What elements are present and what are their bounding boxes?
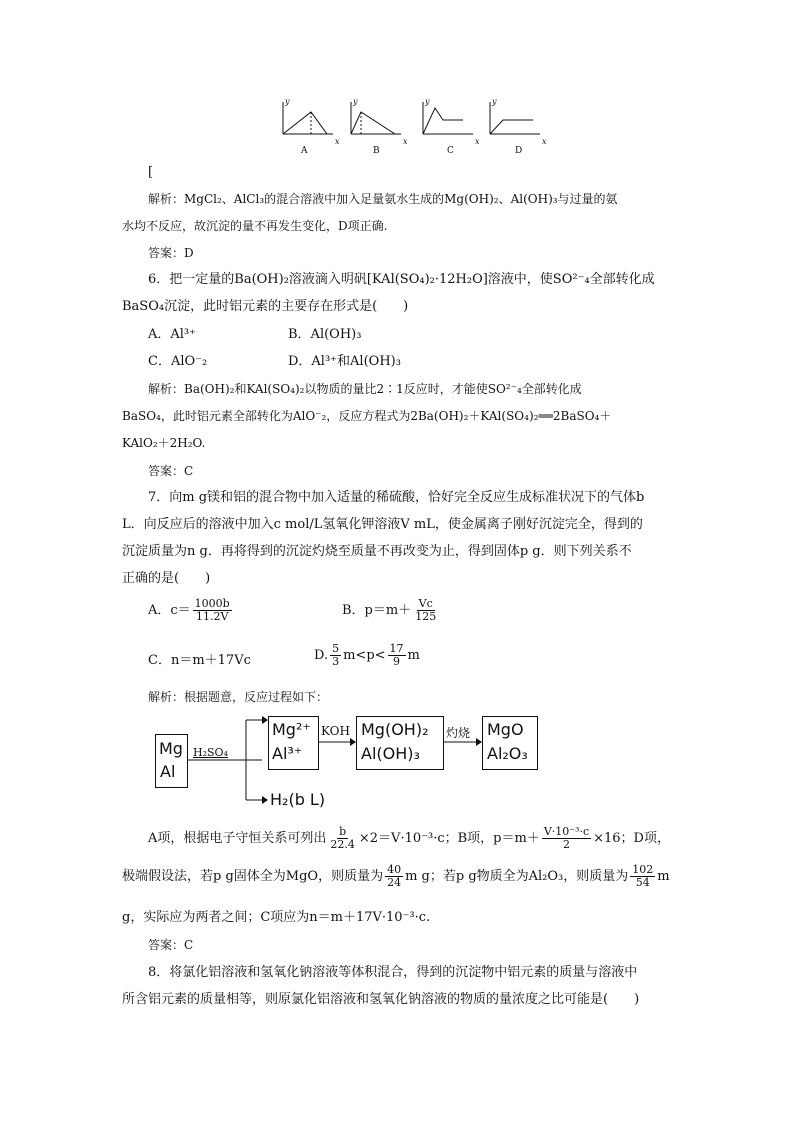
graph-d-y-label: y (492, 97, 497, 106)
bracket-mark: [ (148, 165, 154, 180)
flow-box-reactants (155, 734, 188, 788)
q5-analysis-line1: 解析：MgCl₂、AlCl₃的混合溶液中加入足量氨水生成的Mg(OH)₂、Al(OH)₃与过量的氨 (148, 192, 618, 206)
q7-option-d-den2: 9 (393, 655, 401, 668)
q7-option-d-fraction1 (330, 643, 341, 668)
q7-analysis-line-c: g，实际应为两者之间；C项应为n＝m＋17V·10⁻³·c. (122, 910, 431, 925)
graph-a-y-label: y (285, 97, 290, 106)
q7-option-d-den1: 3 (332, 655, 340, 668)
q8-stem-line2: 所含铝元素的质量相等，则原氯化铝溶液和氢氧化钠溶液的物质的量浓度之比可能是( ) (122, 992, 640, 1007)
q6-option-d: D．Al³⁺和Al(OH)₃ (288, 354, 401, 369)
q6-analysis-line2: BaSO₄，此时铝元素全部转化为AlO⁻₂，反应方程式为2Ba(OH)₂＋KAl(SO₄)₂══2BaSO₄＋ (122, 409, 612, 423)
flow-box3-line2: Al(OH)₃ (361, 744, 420, 763)
q6-option-a: A．Al³⁺ (148, 327, 197, 342)
q7-option-b-denominator: 125 (415, 610, 437, 623)
q6-stem-line1: 6．把一定量的Ba(OH)₂溶液滴入明矾[KAl(SO₄)₂·12H₂O]溶液中，使SO²⁻₄全部转化成 (148, 272, 655, 287)
q7-option-a-prefix: A．c＝ (148, 603, 191, 618)
flow-box1-line2: Al (160, 762, 176, 781)
q6-option-b: B．Al(OH)₃ (288, 327, 362, 342)
q7-stem-line2: L．向反应后的溶液中加入c mol/L氢氧化钾溶液V mL，使金属离子刚好沉淀完全，得到的 (122, 517, 643, 532)
q7-analysis-a-frac1-den: 22.4 (330, 838, 355, 851)
q7-option-b (342, 598, 440, 623)
q7-analysis-d-frac1-num: 40 (387, 863, 402, 876)
q6-option-c: C．AlO⁻₂ (148, 354, 208, 369)
q7-option-b-fraction (413, 598, 438, 623)
q7-option-b-numerator: Vc (418, 597, 433, 610)
graph-b-x-label: x (403, 137, 408, 146)
q8-stem-line1: 8．将氯化铝溶液和氢氧化钠溶液等体积混合，得到的沉淀物中铝元素的质量与溶液中 (148, 965, 638, 980)
flow-arrow1-label: H₂SO₄ (193, 746, 228, 759)
q7-analysis-d-frac1-den: 24 (387, 876, 402, 889)
q7-analysis-b-frac (542, 826, 591, 851)
q7-option-b-prefix: B．p＝m＋ (342, 603, 412, 618)
q7-option-d-fraction2 (388, 643, 406, 668)
q7-option-a (148, 598, 234, 623)
q7-analysis-a-frac1-num: b (339, 825, 347, 838)
flow-gas-product: H₂(b L) (270, 790, 326, 809)
q6-stem-line2: BaSO₄沉淀，此时铝元素的主要存在形式是( ) (122, 299, 409, 314)
q7-analysis-d-end: m (657, 869, 670, 884)
flow-box-ions (268, 716, 319, 770)
q7-answer: 答案：C (148, 938, 194, 952)
graph-a-label: A (301, 146, 308, 156)
q7-option-d (314, 643, 420, 668)
q7-option-d-mid: m<p< (343, 648, 386, 663)
q7-option-a-denominator: 11.2V (195, 610, 229, 623)
q7-analysis-d-frac2-num: 102 (632, 863, 654, 876)
q7-analysis-b-text: ×2＝V·10⁻³·c；B项，p＝m＋ (358, 831, 540, 846)
q6-answer: 答案：C (148, 464, 194, 478)
q7-analysis-a-text: A项，根据电子守恒关系可列出 (148, 831, 327, 846)
q7-option-a-numerator: 1000b (194, 597, 230, 610)
q7-option-d-num1: 5 (332, 642, 340, 655)
flow-arrow2-label: KOH (321, 724, 350, 738)
q7-analysis-line-a (148, 826, 670, 851)
q7-analysis-line-d (122, 864, 670, 889)
q7-analysis-d-text: ×16；D项， (593, 831, 670, 846)
flow-box3-line1: Mg(OH)₂ (361, 720, 429, 739)
flow-box1-line1: Mg (159, 739, 183, 758)
q7-analysis-d-mgo: 极端假设法，若p g固体全为MgO，则质量为 (122, 869, 384, 884)
q6-analysis-line1: 解析：Ba(OH)₂和KAl(SO₄)₂以物质的量比2∶1反应时，才能使SO²⁻₄全部转化成 (148, 382, 582, 396)
q7-option-d-prefix: D. (314, 648, 329, 663)
q7-option-d-end: m (407, 648, 420, 663)
q7-analysis-d-frac1 (385, 864, 403, 889)
graph-a-x-label: x (335, 137, 340, 146)
graph-c-y-label: y (425, 97, 430, 106)
q7-stem-line3: 沉淀质量为n g．再将得到的沉淀灼烧至质量不再改变为止，得到固体p g．则下列关系不 (122, 544, 632, 559)
q7-option-a-fraction (193, 598, 232, 623)
graph-options-figure (275, 94, 555, 156)
q7-analysis-b-frac-num: V·10⁻³·c (543, 825, 590, 838)
flow-box4-line1: MgO (487, 720, 524, 739)
q7-analysis-intro: 解析：根据题意，反应过程如下： (148, 690, 329, 704)
graph-c-x-label: x (475, 137, 480, 146)
q7-option-c: C．n＝m＋17Vc (148, 653, 251, 668)
flow-box2-line1: Mg²⁺ (272, 720, 311, 739)
q7-analysis-d-al2o3: m g；若p g物质全为Al₂O₃，则质量为 (405, 869, 629, 884)
q7-analysis-d-frac2-den: 54 (635, 876, 650, 889)
flow-box2-line2: Al³⁺ (272, 744, 303, 763)
q5-answer: 答案：D (148, 246, 194, 260)
flow-arrow3-label: 灼烧 (446, 726, 471, 740)
q7-analysis-a-frac1 (328, 826, 357, 851)
q6-analysis-line3: KAlO₂＋2H₂O. (122, 436, 206, 450)
flow-box-hydroxides (356, 716, 444, 770)
graph-d-x-label: x (542, 137, 547, 146)
flow-box4-line2: Al₂O₃ (487, 744, 528, 763)
q7-stem-line1: 7．向m g镁和铝的混合物中加入适量的稀硫酸，恰好完全反应生成标准状况下的气体b (148, 490, 645, 505)
graph-d-label: D (515, 146, 523, 156)
graph-b-y-label: y (353, 97, 358, 106)
graph-c-label: C (447, 146, 454, 156)
flow-box-oxides (482, 716, 538, 770)
q7-option-d-num2: 17 (389, 642, 404, 655)
q5-analysis-line2: 水均不反应，故沉淀的量不再发生变化，D项正确. (122, 219, 388, 233)
q7-stem-line4: 正确的是( ) (122, 571, 211, 586)
graph-b-label: B (373, 146, 380, 156)
q7-analysis-b-frac-den: 2 (562, 838, 570, 851)
q7-analysis-d-frac2 (630, 864, 655, 889)
